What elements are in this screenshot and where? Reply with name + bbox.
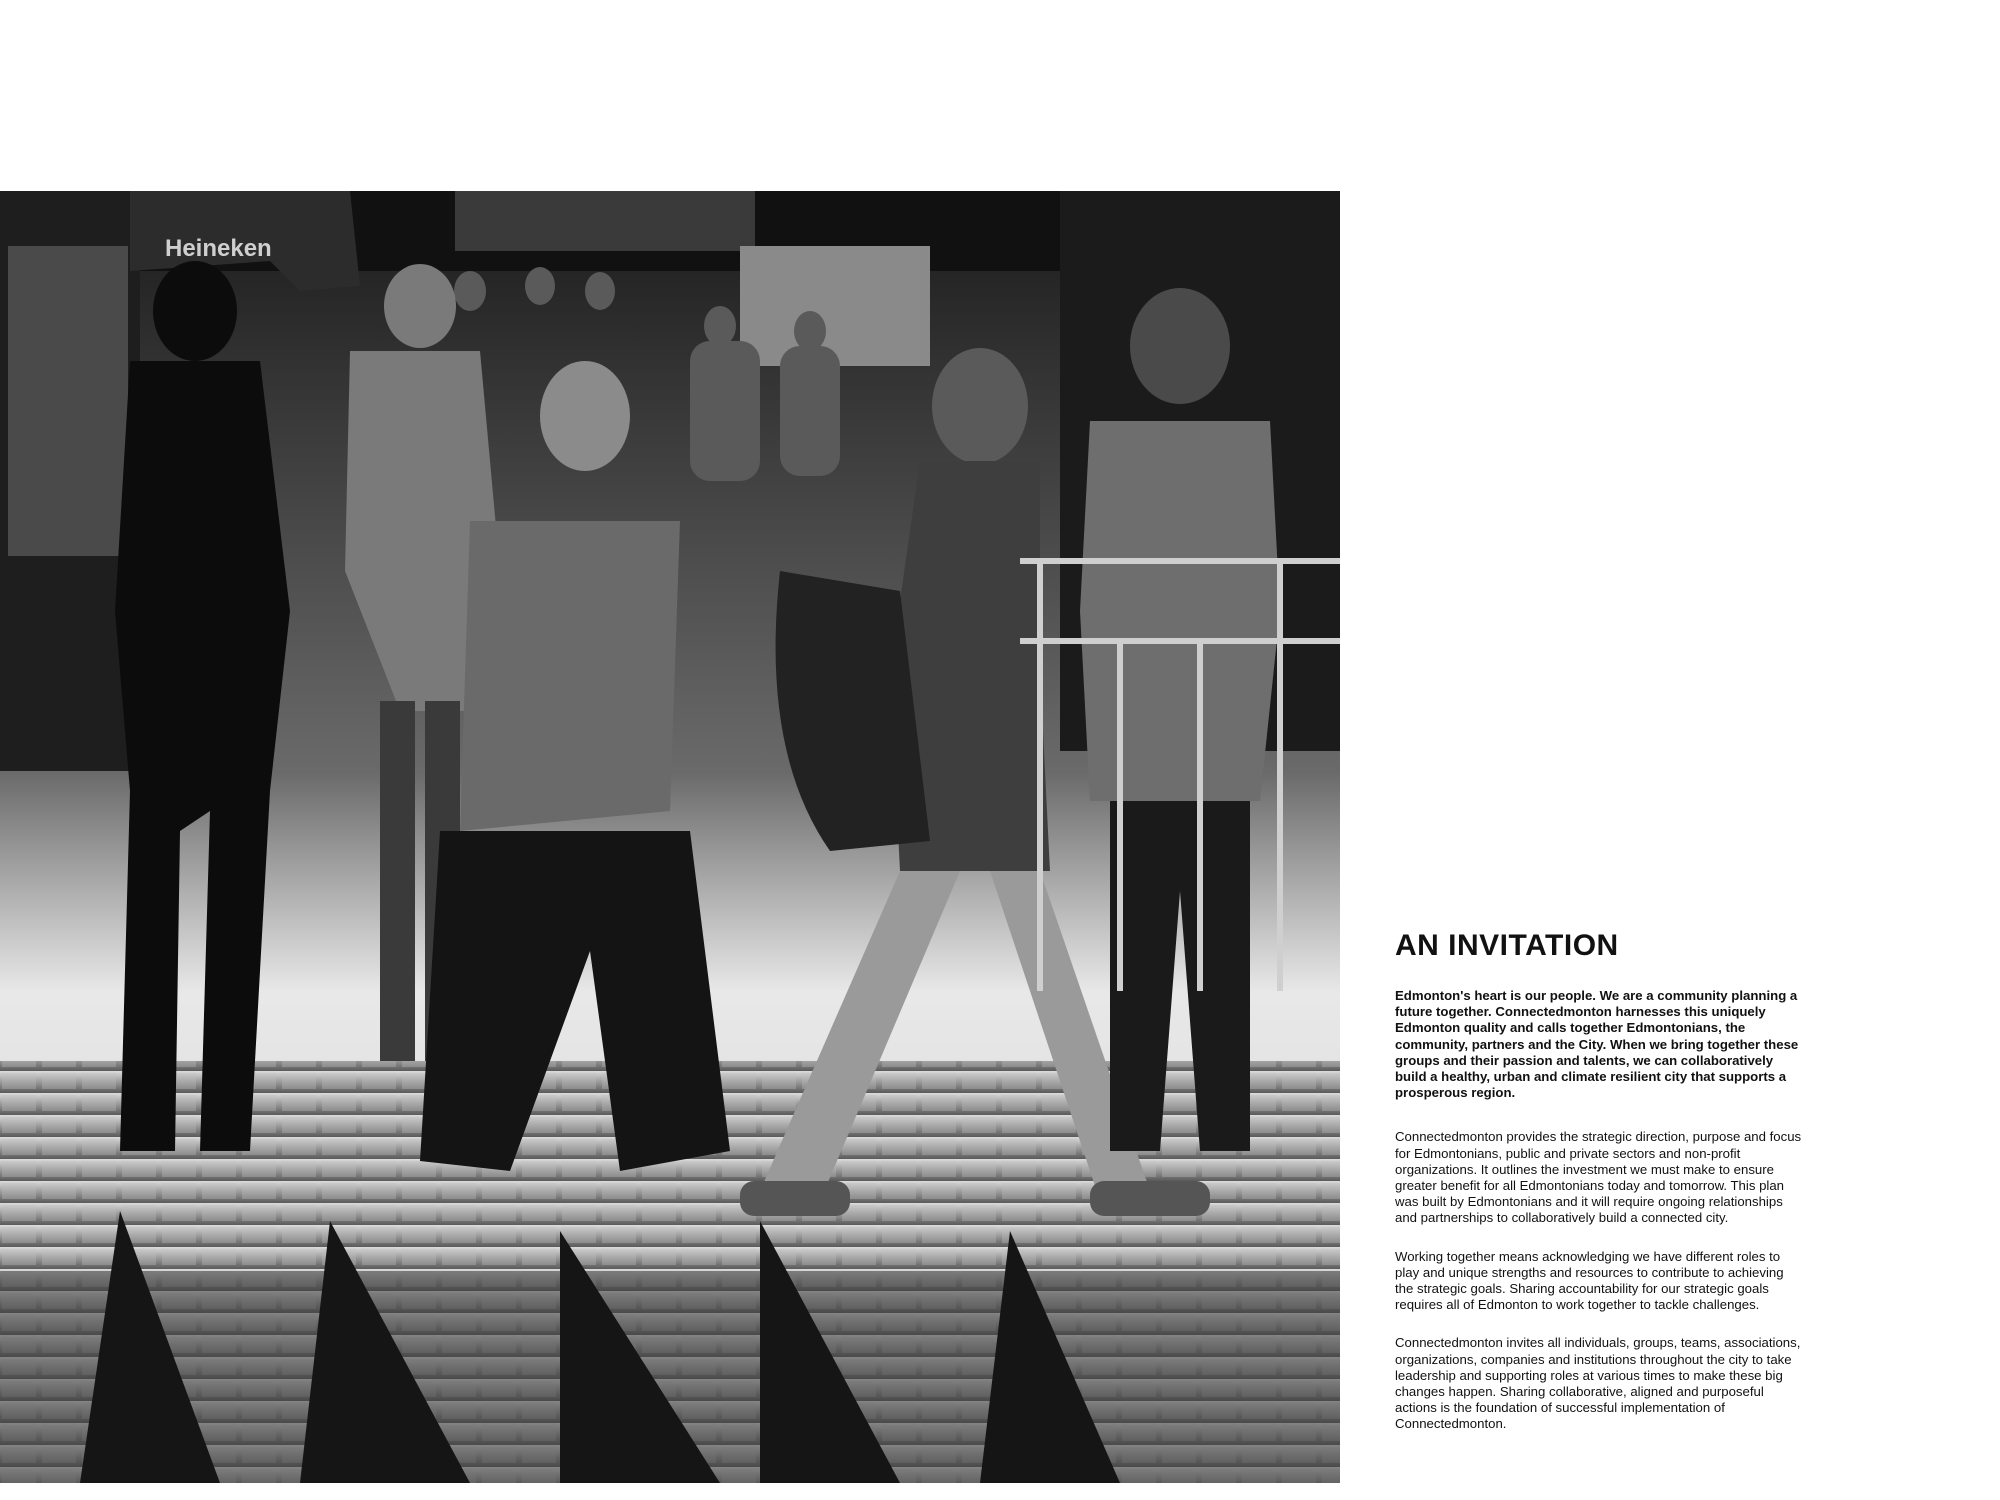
article-lead: Edmonton's heart is our people. We are a community planning a future together. Connectedmonton harnesses this uniquely Edmonton quality and calls together Edmontonians, the community, partners and the City. When we bring together these groups and their passion and talents, we can collaboratively build a healthy, urban and climate resilient city that supports a prosperous region. bbox=[1395, 988, 1799, 1101]
heineken-sign: Heineken bbox=[165, 235, 272, 262]
article-heading: AN INVITATION bbox=[1395, 929, 1619, 962]
article-paragraph-3: Connectedmonton invites all individuals, groups, teams, associations, organizations, companies and institutions throughout the city to take leadership and supporting roles at various times to make these big changes happen. Sharing collaborative, aligned and purposeful actions is the foundation of successful implementation of Connectedmonton. bbox=[1395, 1335, 1801, 1432]
article bbox=[1395, 928, 1805, 1455]
article-paragraph-1: Connectedmonton provides the strategic direction, purpose and focus for Edmontonians, public and private sectors and non-profit organizations. It outlines the investment we must make to ensure greater benefit for all Edmontonians today and tomorrow. This plan was built by Edmontonians and it will require ongoing relationships and partnerships to collaboratively build a connected city. bbox=[1395, 1129, 1802, 1226]
street-crowd-photo bbox=[0, 191, 1340, 1483]
article-paragraph-2: Working together means acknowledging we have different roles to play and unique strengths and resources to contribute to achieving the strategic goals. Sharing accountability for our strategic goals requires all of Edmonton to work together to tackle challenges. bbox=[1395, 1248, 1784, 1313]
